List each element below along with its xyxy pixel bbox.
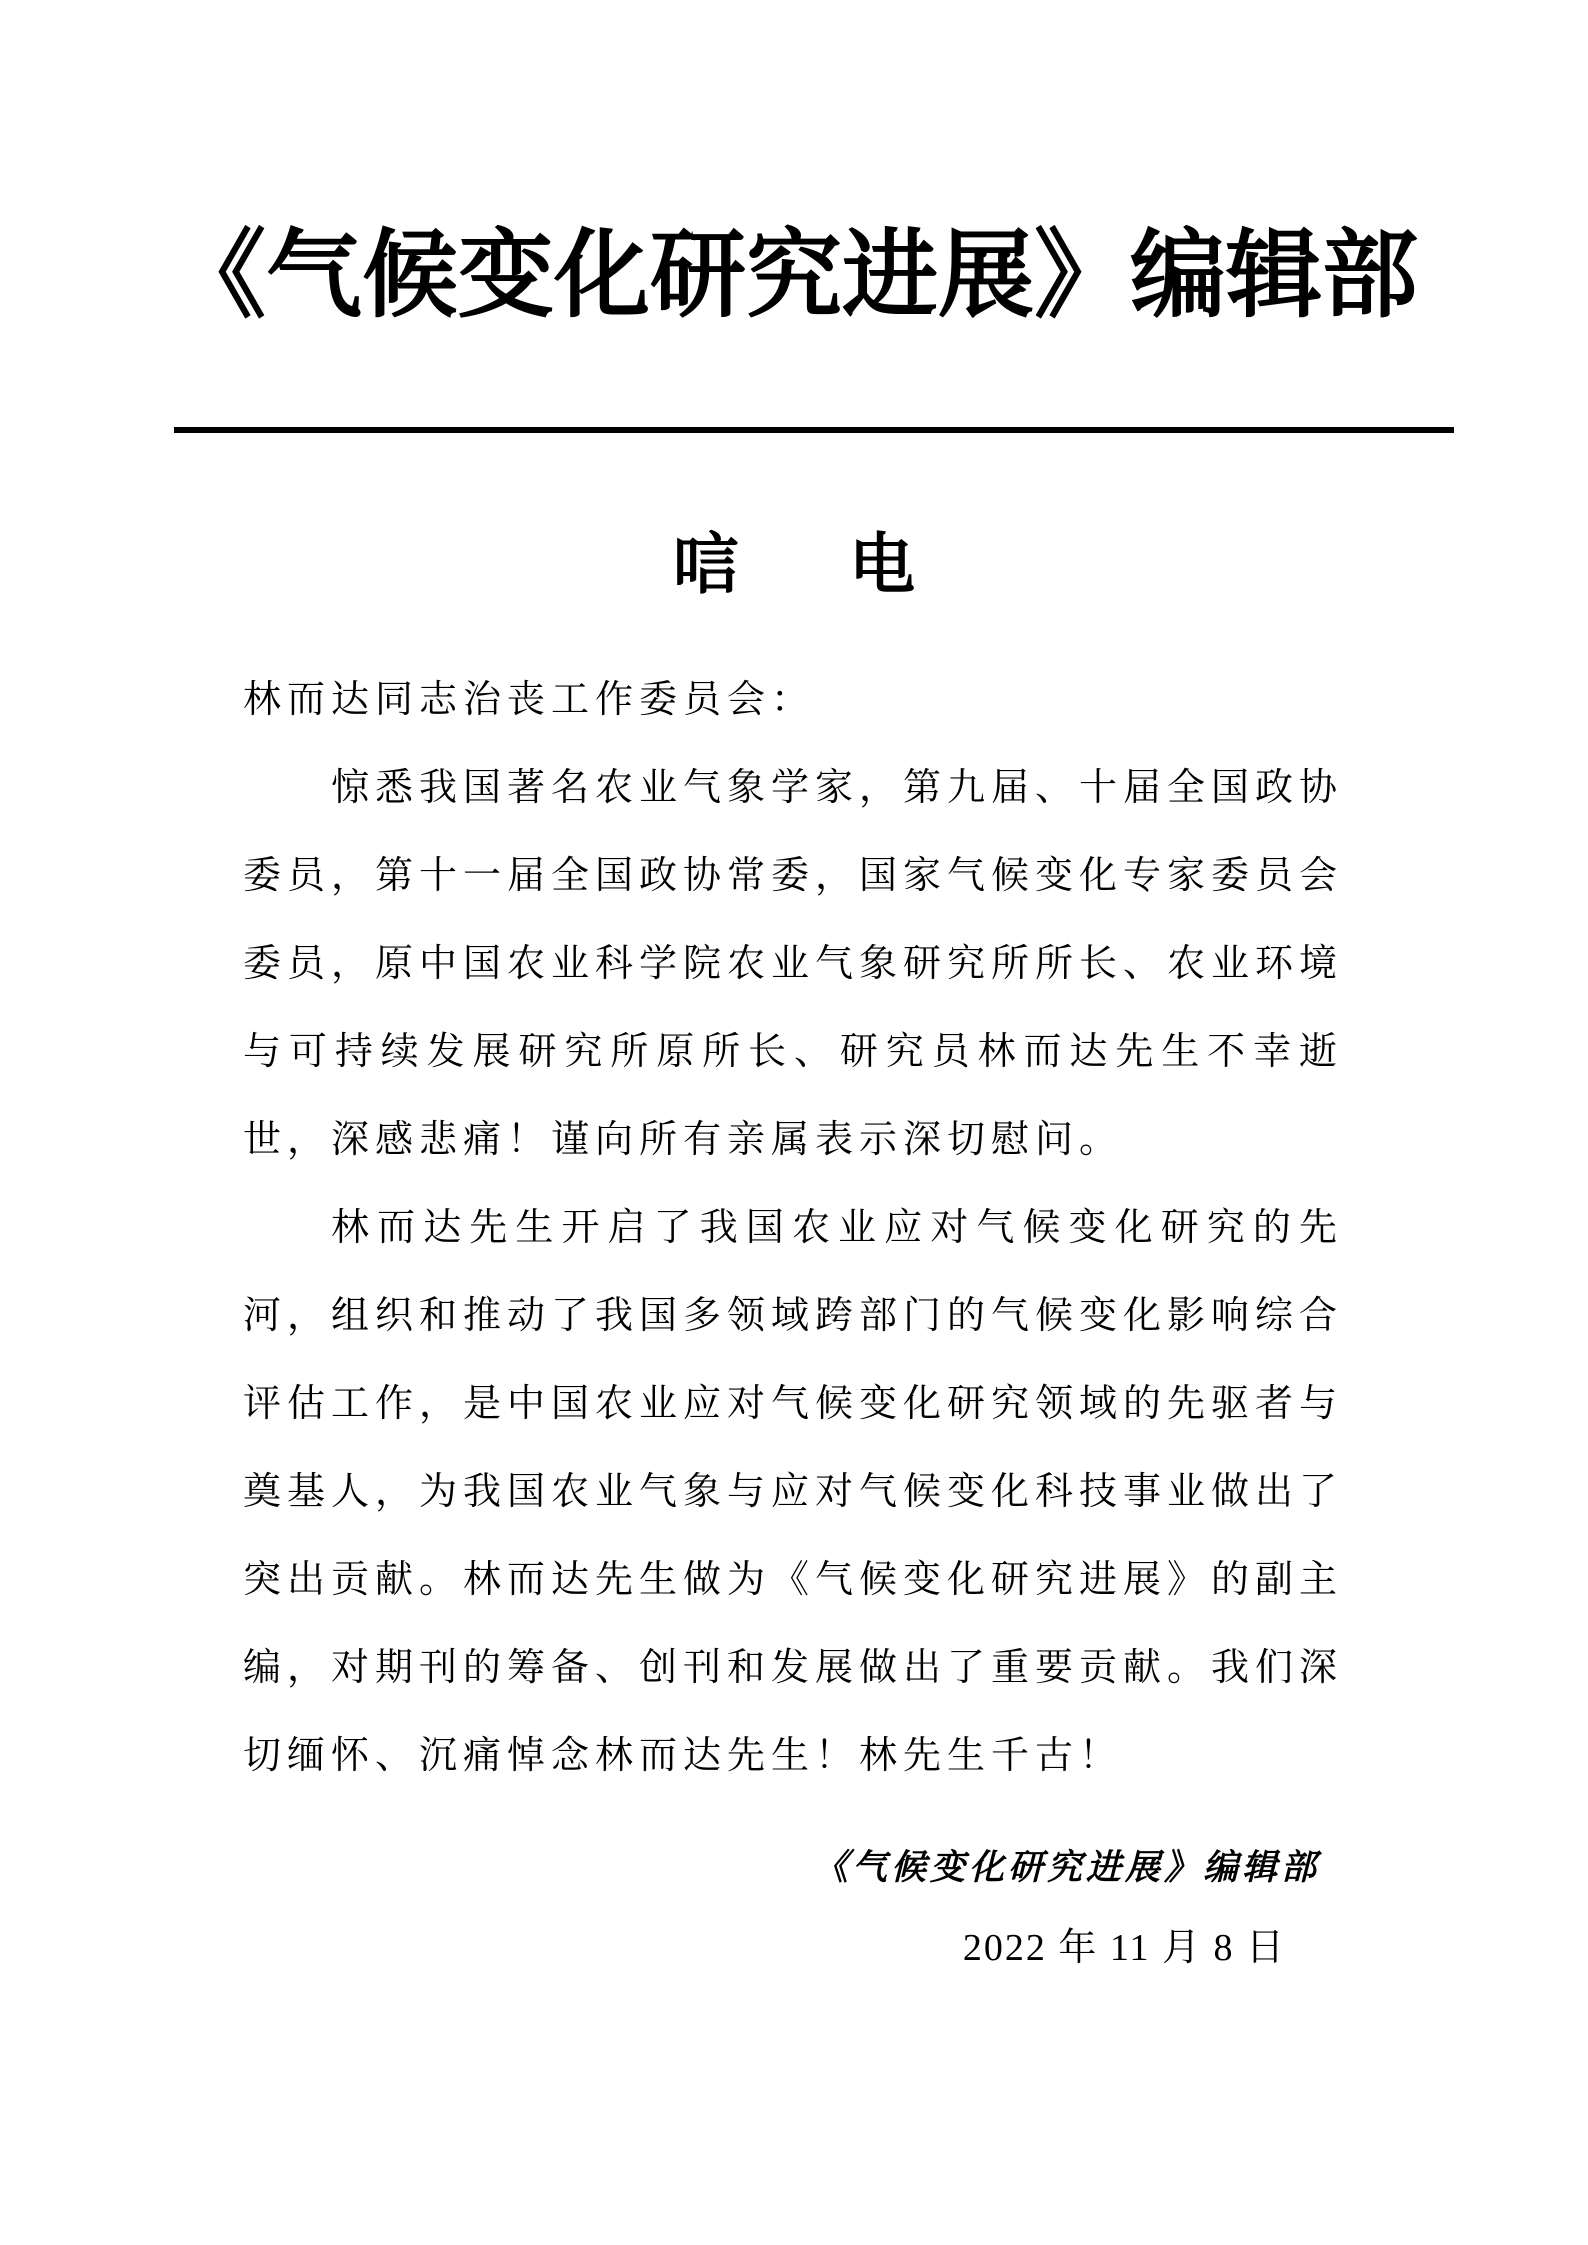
document-title [0, 520, 1588, 610]
document-title-char-1: 唁 [673, 526, 739, 603]
date: 2022 年 11 月 8 日 [962, 1927, 1286, 1969]
document-title-char-2: 电 [849, 526, 915, 603]
paragraph-tribute: 林而达先生开启了我国农业应对气候变化研究的先河，组织和推动了我国多领域跨部门的气候变化影响综合评估工作，是中国农业应对气候变化研究领域的先驱者与奠基人，为我国农业气象与应对气候变化科技事业做出了突出贡献。林而达先生做为《气候变化研究进展》的副主编，对期刊的筹备、创刊和发展做出了重要贡献。我们深切缅怀、沉痛悼念林而达先生！林先生千古！ [243, 1205, 1344, 1777]
paragraph-condolence: 惊悉我国著名农业气象学家，第九届、十届全国政协委员，第十一届全国政协常委，国家气候变化专家委员会委员，原中国农业科学院农业气象研究所所长、农业环境与可持续发展研究所原所长、研究员林而达先生不幸逝世，深感悲痛！谨向所有亲属表示深切慰问。 [243, 765, 1344, 1161]
salutation: 林而达同志治丧工作委员会： [243, 677, 816, 721]
letter-body [243, 655, 1343, 1799]
signature: 《气候变化研究进展》编辑部 [812, 1847, 1320, 1888]
masthead-title: 《气候变化研究进展》编辑部 [170, 219, 1418, 331]
header-divider [174, 427, 1454, 433]
